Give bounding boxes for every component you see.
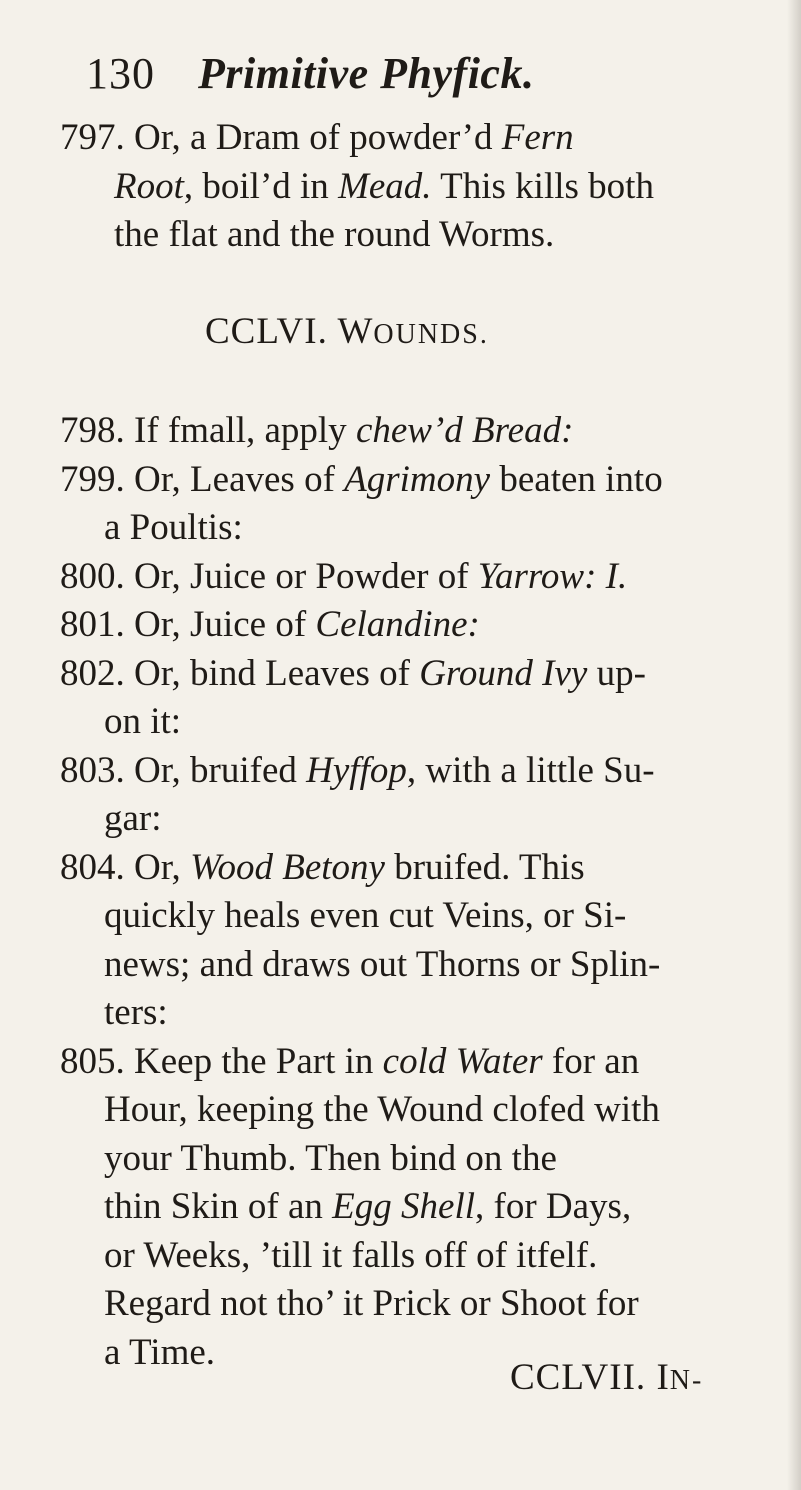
text-run: Or, bind Leaves of: [134, 652, 420, 694]
entry-number: 802.: [60, 652, 125, 694]
text-line: [60, 698, 780, 747]
italic-run: Fern: [501, 117, 574, 158]
text-run: your Thumb. Then bind on the: [104, 1137, 557, 1179]
section-numeral: CCLVI.: [205, 310, 328, 352]
text-run: a Poultis:: [104, 507, 243, 548]
text-run: Keep the Part in: [134, 1040, 383, 1082]
catchword-initial: I: [656, 1357, 670, 1398]
text-line: [60, 941, 780, 990]
section-heading: [60, 308, 780, 360]
body-text: [60, 114, 780, 1377]
entry-801: [60, 601, 780, 650]
text-line: [60, 892, 780, 941]
entry-797: [60, 114, 780, 260]
text-run: Or, Leaves of: [134, 458, 345, 500]
entry-number: 801.: [60, 604, 125, 645]
text-run: gar:: [104, 798, 162, 839]
text-line: [60, 844, 780, 893]
text-run: bruifed. This: [384, 846, 585, 888]
text-run: If fmall, apply: [134, 410, 356, 451]
text-line: [60, 211, 780, 260]
text-line: [60, 504, 780, 553]
catchword-numeral: CCLVII.: [510, 1357, 647, 1398]
entry-802: [60, 650, 780, 747]
italic-run: Ground Ivy: [419, 652, 588, 694]
entry-804: [60, 844, 780, 1038]
italic-run: Agrimony: [344, 458, 491, 500]
text-run: , for Days,: [475, 1186, 632, 1227]
entry-number: 805.: [60, 1040, 125, 1082]
entry-799: [60, 456, 780, 553]
text-run: the flat and the round Worms.: [114, 214, 555, 255]
text-run: beaten into: [490, 458, 663, 500]
text-run: for an: [542, 1040, 640, 1082]
text-line: [60, 456, 780, 505]
text-line: [60, 1135, 780, 1184]
text-run: a Time.: [104, 1331, 216, 1373]
text-run: , boil’d in: [183, 165, 339, 207]
italic-run: Root: [114, 165, 184, 207]
text-run: Or, a Dram of powder’d: [134, 117, 502, 158]
text-line: [60, 989, 780, 1038]
entry-805: [60, 1038, 780, 1378]
entry-number: 798.: [60, 410, 125, 451]
page-number: 130: [86, 49, 155, 98]
text-line: [60, 601, 780, 650]
text-line: [60, 747, 780, 796]
entry-number: 800.: [60, 555, 125, 597]
entry-800: [60, 553, 780, 602]
text-run: This kills both: [431, 165, 654, 207]
entry-number: 799.: [60, 458, 125, 500]
entry-798: [60, 407, 780, 456]
text-run: up-: [587, 652, 646, 694]
entry-number: 797.: [60, 117, 125, 158]
page-edge-shadow: [787, 0, 801, 1490]
italic-run: Yarrow: I.: [477, 555, 628, 597]
italic-run: chew’d Bread:: [355, 410, 574, 451]
text-line: [60, 1183, 780, 1232]
text-line: [60, 1038, 780, 1087]
text-run: Or, Juice of: [134, 604, 316, 645]
italic-run: Mead.: [338, 165, 432, 207]
text-run: Or,: [134, 846, 191, 888]
text-run: news; and draws out Thorns or Splin-: [104, 943, 661, 985]
entry-number: 803.: [60, 749, 125, 791]
text-run: , with a little Su-: [406, 749, 655, 791]
text-run: Or, Juice or Powder of: [134, 555, 478, 597]
text-line: [60, 650, 780, 699]
text-line: [60, 163, 780, 212]
catchword-rest: N-: [669, 1365, 704, 1396]
text-line: [60, 114, 780, 163]
entry-803: [60, 747, 780, 844]
section-title-initial: W: [337, 310, 374, 352]
text-run: Hour, keeping the Wound clofed with: [104, 1089, 660, 1130]
text-run: or Weeks, ’till it falls off of itfelf.: [104, 1234, 598, 1276]
text-run: quickly heals even cut Veins, or Si-: [104, 895, 627, 936]
italic-run: Egg Shell: [332, 1186, 476, 1227]
text-run: Regard not tho’ it Prick or Shoot for: [104, 1283, 639, 1324]
text-line: [60, 407, 780, 456]
text-run: Or, bruifed: [134, 749, 307, 791]
text-run: thin Skin of an: [104, 1186, 333, 1227]
italic-run: Celandine:: [315, 604, 480, 645]
text-run: ters:: [104, 992, 168, 1033]
text-line: [60, 553, 780, 602]
section-title-rest: OUNDS.: [373, 318, 489, 350]
text-run: on it:: [104, 701, 182, 742]
text-line: [60, 1086, 780, 1135]
italic-run: cold Water: [382, 1040, 543, 1082]
text-line: [60, 795, 780, 844]
running-title: Primitive Phyfick.: [198, 49, 535, 98]
text-line: [60, 1232, 780, 1281]
italic-run: Wood Betony: [190, 846, 385, 888]
italic-run: Hyffop: [306, 749, 407, 791]
page-header: [86, 46, 534, 102]
entry-number: 804.: [60, 846, 125, 888]
text-line: [60, 1280, 780, 1329]
catchword: [510, 1356, 703, 1399]
